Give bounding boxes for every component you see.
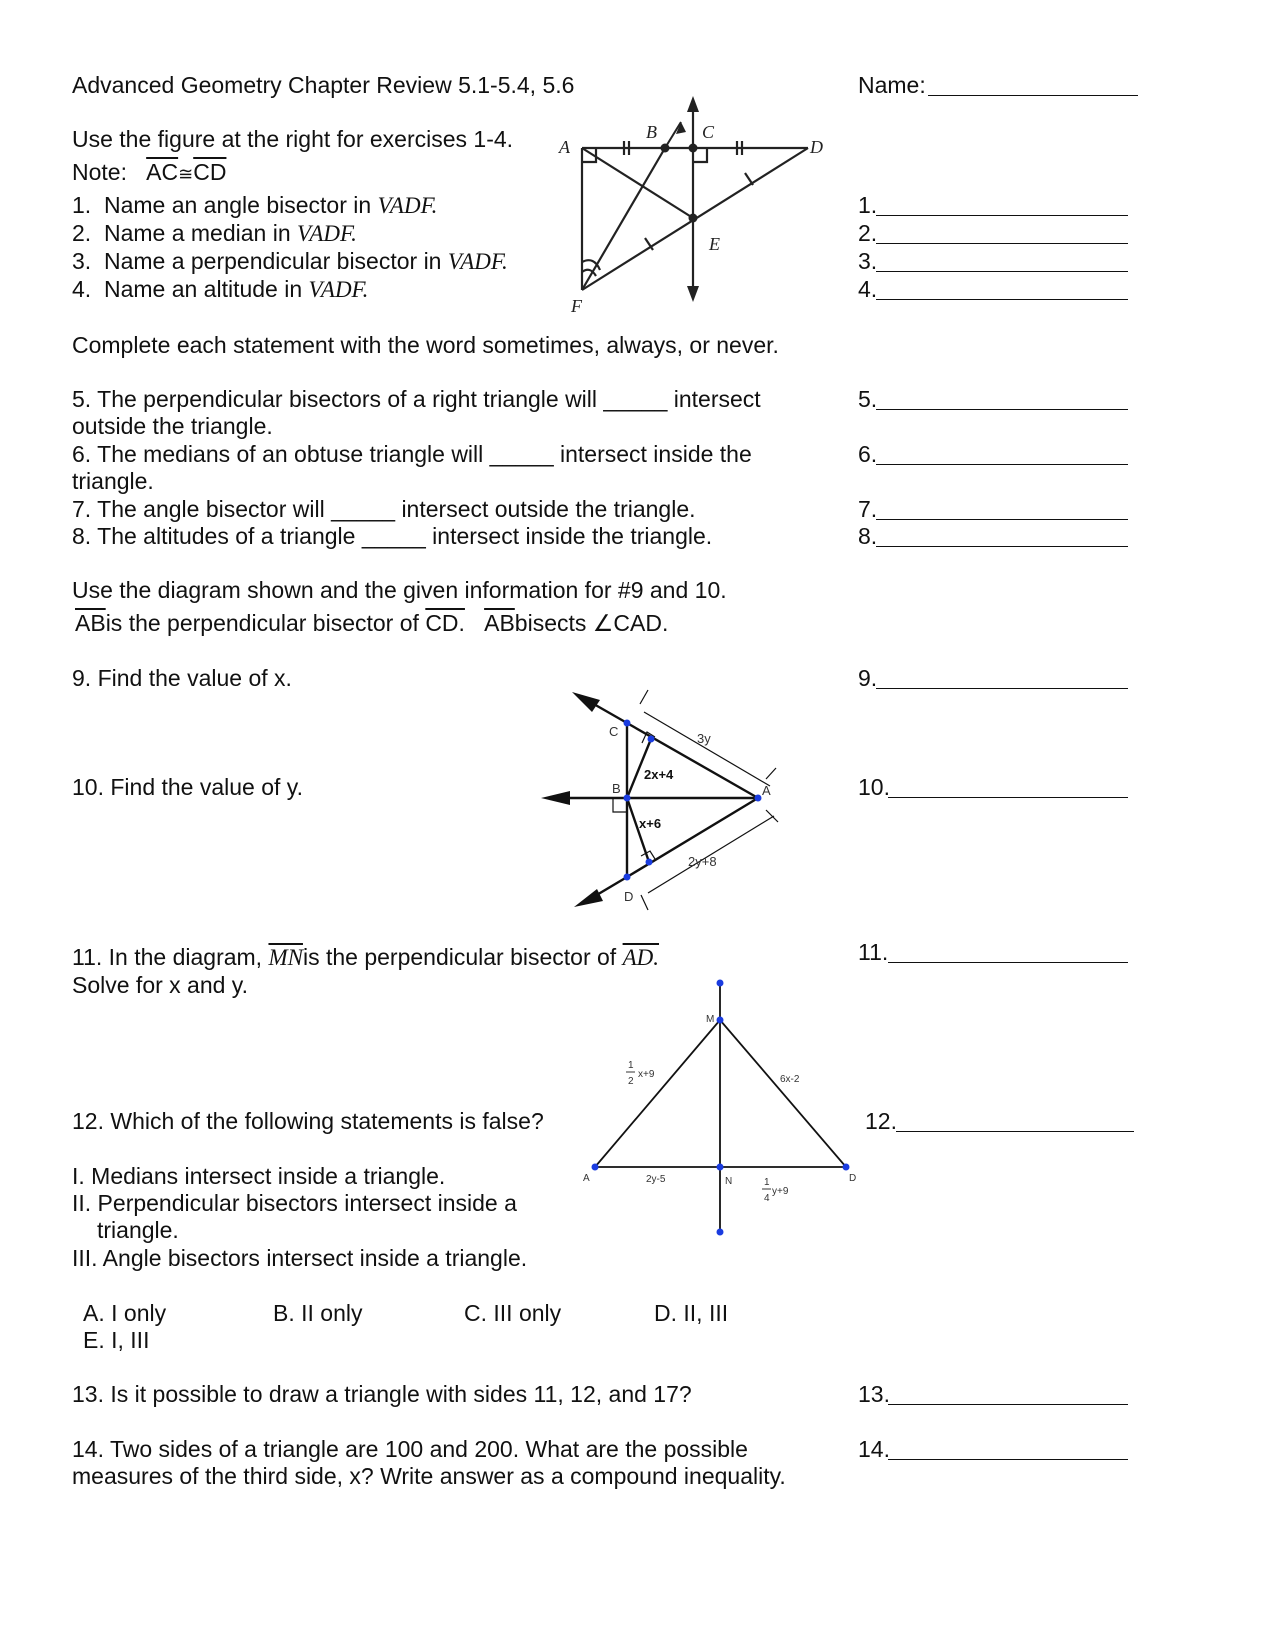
question-6-line1: 6. The medians of an obtuse triangle will _____ intersect inside the bbox=[72, 441, 752, 467]
choice-d: D. II, III bbox=[654, 1300, 729, 1326]
answer-label-11: 11. bbox=[858, 939, 889, 965]
question-14-line1: 14. Two sides of a triangle are 100 and 200. What are the possible bbox=[72, 1436, 748, 1462]
label-x-plus-6: x+6 bbox=[639, 816, 662, 831]
congruent-symbol: ≅ bbox=[178, 164, 194, 184]
answer-blank-13[interactable] bbox=[888, 1404, 1128, 1405]
choice-e: E. I, III bbox=[83, 1327, 150, 1353]
answer-label-2: 2. bbox=[858, 220, 878, 246]
segment-ad: AD. bbox=[622, 945, 660, 970]
label-c: C bbox=[702, 122, 715, 142]
answer-label-12: 12. bbox=[865, 1108, 897, 1134]
label-half-rest: x+9 bbox=[638, 1069, 655, 1080]
label-a: A bbox=[559, 137, 570, 157]
label-f: F bbox=[571, 296, 582, 316]
label-2y-plus-8: 2y+8 bbox=[688, 854, 717, 869]
answer-blank-14[interactable] bbox=[888, 1459, 1128, 1460]
statement-1: I. Medians intersect inside a triangle. bbox=[72, 1163, 446, 1189]
question-1: 1. Name an angle bisector in VADF. bbox=[72, 192, 438, 218]
question-12: 12. Which of the following statements is false? bbox=[72, 1108, 544, 1134]
question-13: 13. Is it possible to draw a triangle with sides 11, 12, and 17? bbox=[72, 1381, 692, 1407]
question-4: 4. Name an altitude in VADF. bbox=[72, 276, 369, 302]
answer-label-3: 3. bbox=[858, 248, 878, 274]
question-5-line1: 5. The perpendicular bisectors of a right triangle will _____ intersect bbox=[72, 386, 761, 412]
statement-2-line1: II. Perpendicular bisectors intersect inside a bbox=[72, 1190, 517, 1216]
label-half-den: 2 bbox=[628, 1076, 634, 1087]
answer-label-10: 10. bbox=[858, 774, 890, 800]
sometimes-always-never-intro: Complete each statement with the word sometimes, always, or never. bbox=[72, 332, 779, 358]
label-quarter-den: 4 bbox=[764, 1193, 770, 1204]
label-d: D bbox=[849, 1173, 857, 1184]
answer-label-13: 13. bbox=[858, 1381, 890, 1407]
note-label: Note: bbox=[72, 159, 127, 185]
choice-a: A. I only bbox=[83, 1300, 167, 1326]
label-m: M bbox=[706, 1014, 715, 1025]
label-3y: 3y bbox=[697, 731, 711, 746]
question-10: 10. Find the value of y. bbox=[72, 774, 303, 800]
label-e: E bbox=[709, 234, 720, 254]
label-2x-plus-4: 2x+4 bbox=[644, 767, 674, 782]
segment-cd: $\overline{CD}$ bbox=[193, 159, 227, 185]
answer-label-9: 9. bbox=[858, 665, 878, 691]
question-8: 8. The altitudes of a triangle _____ intersect inside the triangle. bbox=[72, 523, 713, 549]
answer-label-1: 1. bbox=[858, 192, 878, 218]
label-half-num: 1 bbox=[628, 1060, 634, 1071]
label-quarter-rest: y+9 bbox=[772, 1186, 789, 1197]
question-11: 11. In the diagram, $\overline{MN}is$ the perpendicular bisector of AD. bbox=[72, 944, 660, 970]
question-2: 2. Name a median in VADF. bbox=[72, 220, 357, 246]
question-6-line2: triangle. bbox=[72, 468, 154, 494]
answer-label-4: 4. bbox=[858, 276, 878, 302]
label-c: C bbox=[609, 724, 619, 739]
label-b: B bbox=[612, 781, 621, 796]
label-n: N bbox=[725, 1176, 733, 1187]
statement-2-line2: triangle. bbox=[97, 1217, 179, 1243]
question-3: 3. Name a perpendicular bisector in VADF. bbox=[72, 248, 508, 274]
answer-label-14: 14. bbox=[858, 1436, 890, 1462]
question-11-line2: Solve for x and y. bbox=[72, 972, 248, 998]
answer-label-6: 6. bbox=[858, 441, 878, 467]
label-b: B bbox=[646, 122, 657, 142]
given-information: $\overline{AB}is$ the perpendicular bisector of CD. $\overline{AB}bisects$ ∠CAD. bbox=[75, 610, 669, 636]
answer-label-8: 8. bbox=[858, 523, 878, 549]
label-a: A bbox=[762, 783, 771, 798]
segment-cd: CD. bbox=[425, 610, 465, 636]
question-9: 9. Find the value of x. bbox=[72, 665, 292, 691]
name-label: Name: bbox=[858, 72, 926, 98]
question-5-line2: outside the triangle. bbox=[72, 413, 273, 439]
question-7: 7. The angle bisector will _____ intersect outside the triangle. bbox=[72, 496, 696, 522]
choice-b: B. II only bbox=[273, 1300, 363, 1326]
label-a: A bbox=[583, 1173, 590, 1184]
statement-3: III. Angle bisectors intersect inside a triangle. bbox=[72, 1245, 528, 1271]
segment-ab: $\overline{AB}$ bbox=[75, 610, 106, 636]
question-14-line2: measures of the third side, x? Write answer as a compound inequality. bbox=[72, 1463, 786, 1489]
answer-blank-12[interactable] bbox=[896, 1131, 1134, 1132]
segment-mn: $\overline{MN}$ bbox=[268, 945, 303, 970]
choice-c: C. III only bbox=[464, 1300, 562, 1326]
diagram-9-10-intro: Use the diagram shown and the given information for #9 and 10. bbox=[72, 577, 727, 603]
answer-label-5: 5. bbox=[858, 386, 878, 412]
segment-ac: $\overline{AC}$ bbox=[146, 159, 179, 185]
label-6x-minus-2: 6x-2 bbox=[780, 1074, 800, 1085]
exercises-1-4-intro: Use the figure at the right for exercises 1-4. bbox=[72, 126, 514, 152]
label-2y-minus-5: 2y-5 bbox=[646, 1174, 666, 1185]
page-title: Advanced Geometry Chapter Review 5.1-5.4, 5.6 bbox=[72, 72, 575, 98]
label-d: D bbox=[810, 137, 823, 157]
answer-label-7: 7. bbox=[858, 496, 878, 522]
segment-ab-2: $\overline{AB}$ bbox=[484, 610, 515, 636]
label-d: D bbox=[624, 889, 634, 904]
label-quarter-num: 1 bbox=[764, 1177, 770, 1188]
